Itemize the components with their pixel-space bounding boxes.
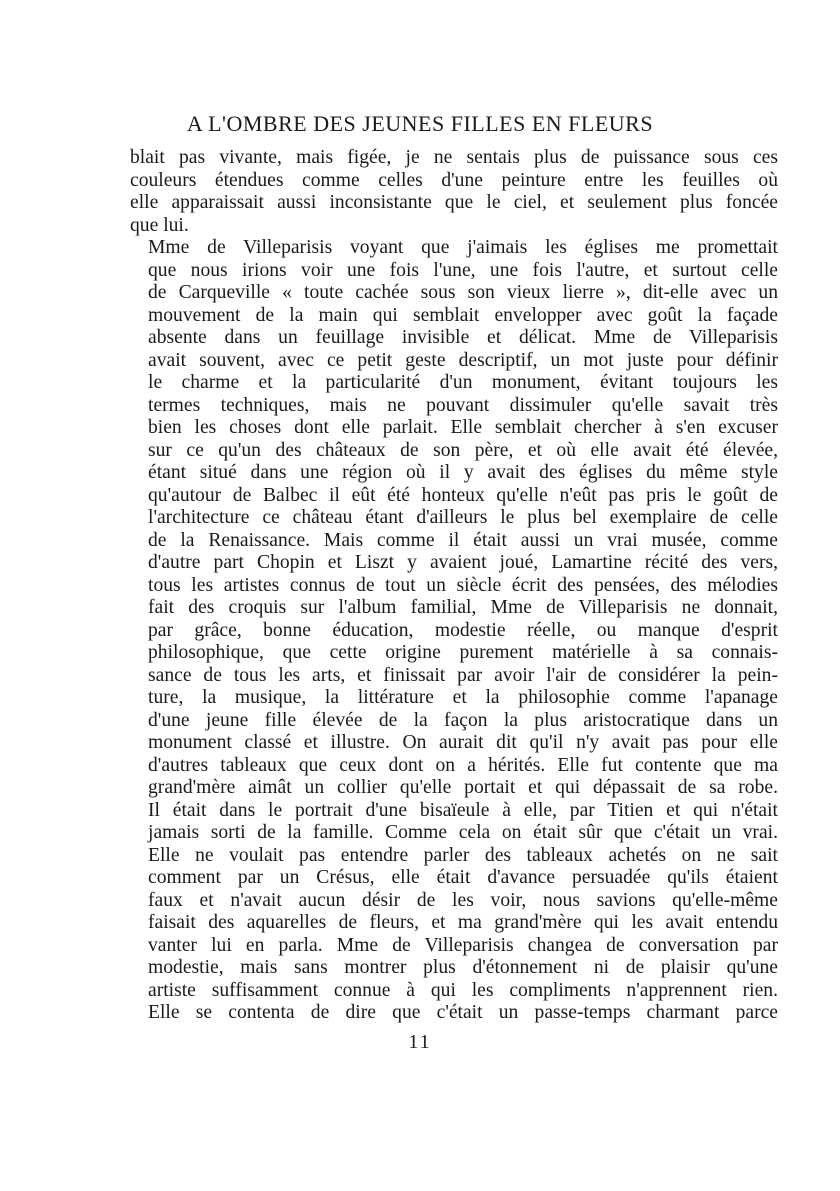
text-line: philosophique, que cette origine purement matérielle à sa connais- xyxy=(148,642,778,663)
text-line: termes techniques, mais ne pouvant dissimuler qu'elle savait très xyxy=(148,394,778,416)
text-line: absente dans un feuillage invisible et délicat. Mme de Villeparisis xyxy=(148,327,778,348)
text-line: Elle ne voulait pas entendre parler des tableaux achetés on ne sait xyxy=(148,844,778,866)
text-line: faisait des aquarelles de fleurs, et ma grand'mère qui les avait entendu xyxy=(148,912,778,933)
text-line: sance de tous les arts, et finissait par avoir l'air de considérer la pein- xyxy=(148,664,778,686)
text-line: Elle se contenta de dire que c'était un passe-temps charmant parce xyxy=(148,1002,778,1023)
text-line: elle apparaissait aussi inconsistante que le ciel, et seulement plus foncée xyxy=(130,192,778,213)
text-line: tous les artistes connus de tout un siècle écrit des pensées, des mélodies xyxy=(148,574,778,596)
text-line: modestie, mais sans montrer plus d'étonnement ni de plaisir qu'une xyxy=(148,957,778,978)
text-line: par grâce, bonne éducation, modestie réelle, ou manque d'esprit xyxy=(148,619,778,641)
running-title: A L'OMBRE DES JEUNES FILLES EN FLEURS xyxy=(186,111,654,136)
text-line: mouvement de la main qui semblait envelopper avec goût la façade xyxy=(148,304,778,326)
page-body xyxy=(130,147,778,1025)
text-line: l'architecture ce château étant d'ailleurs le plus bel exemplaire de celle xyxy=(148,507,778,528)
text-line: vanter lui en parla. Mme de Villeparisis changea de conversation par xyxy=(148,934,778,956)
text-line: avait souvent, avec ce petit geste descriptif, un mot juste pour définir xyxy=(148,349,778,371)
text-line: couleurs étendues comme celles d'une peinture entre les feuilles où xyxy=(130,169,778,191)
page-number: 11 xyxy=(408,1031,432,1053)
text-line: le charme et la particularité d'un monument, évitant toujours les xyxy=(148,372,778,393)
text-line: ture, la musique, la littérature et la philosophie comme l'apanage xyxy=(148,687,778,708)
text-line: blait pas vivante, mais figée, je ne sentais plus de puissance sous ces xyxy=(130,147,778,168)
text-line: faux et n'avait aucun désir de les voir, nous savions qu'elle-même xyxy=(148,889,778,911)
paragraph-continued xyxy=(130,147,778,237)
text-line: Mme de Villeparisis voyant que j'aimais les églises me promettait xyxy=(148,237,778,258)
text-line: d'autres tableaux que ceux dont on a hérités. Elle fut contente que ma xyxy=(148,754,778,776)
text-line: qu'autour de Balbec il eût été honteux qu'elle n'eût pas pris le goût de xyxy=(148,484,778,506)
text-line: sur ce qu'un des châteaux de son père, et où elle avait été élevée, xyxy=(148,439,778,461)
text-line: bien les choses dont elle parlait. Elle semblait chercher à s'en excuser xyxy=(148,417,778,438)
text-line: Il était dans le portrait d'une bisaïeule à elle, par Titien et qui n'était xyxy=(148,799,778,821)
text-line: jamais sorti de la famille. Comme cela on était sûr que c'était un vrai. xyxy=(148,822,778,843)
text-line: comment par un Crésus, elle était d'avance persuadée qu'ils étaient xyxy=(148,867,778,888)
text-line: fait des croquis sur l'album familial, Mme de Villeparisis ne donnait, xyxy=(148,597,778,618)
text-line: que nous irions voir une fois l'une, une fois l'autre, et surtout celle xyxy=(148,259,778,281)
text-line: grand'mère aimât un collier qu'elle portait et qui dépassait de sa robe. xyxy=(148,777,778,798)
text-line: d'une jeune fille élevée de la façon la plus aristocratique dans un xyxy=(148,709,778,731)
text-line: de la Renaissance. Mais comme il était aussi un vrai musée, comme xyxy=(148,529,778,551)
text-line: monument classé et illustre. On aurait dit qu'il n'y avait pas pour elle xyxy=(148,732,778,753)
text-line: étant situé dans une région où il y avait des églises du même style xyxy=(148,462,778,483)
text-line: de Carqueville « toute cachée sous son vieux lierre », dit-elle avec un xyxy=(148,282,778,303)
paragraph-villeparisis xyxy=(130,237,778,1025)
text-line: artiste suffisamment connue à qui les compliments n'apprennent rien. xyxy=(148,979,778,1001)
text-line: d'autre part Chopin et Liszt y avaient joué, Lamartine récité des vers, xyxy=(148,552,778,573)
text-line: que lui. xyxy=(130,214,189,236)
